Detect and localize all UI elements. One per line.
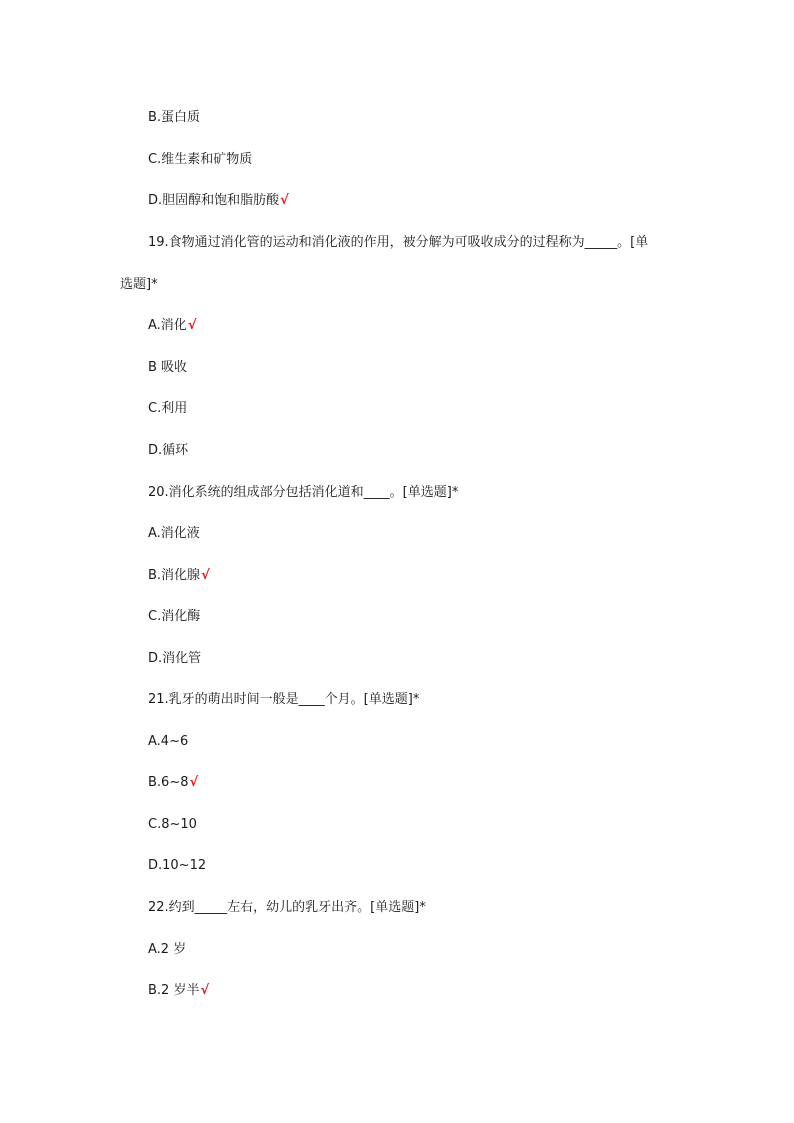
option-text: B.消化腺 <box>148 568 201 583</box>
option-text: A.4~6 <box>148 734 189 749</box>
option-text: B.蛋白质 <box>148 110 201 125</box>
q20-option-c <box>148 608 200 626</box>
q21-option-a <box>148 733 188 751</box>
correct-check-icon: √ <box>201 568 210 583</box>
question-21 <box>148 691 419 709</box>
q19-option-d <box>148 442 188 460</box>
option-text: B.6~8 <box>148 775 189 790</box>
option-text: C.利用 <box>148 401 188 416</box>
option-text: C.8~10 <box>148 817 197 832</box>
q22-option-b <box>148 982 209 1000</box>
question-text: 19.食物通过消化管的运动和消化液的作用，被分解为可吸收成分的过程称为_____。[单 <box>148 235 649 250</box>
option-text: A.消化液 <box>148 526 200 541</box>
option-d-cholesterol <box>148 192 289 210</box>
q21-option-d <box>148 857 206 875</box>
correct-check-icon: √ <box>187 318 197 333</box>
q20-option-b <box>148 567 210 585</box>
q19-option-b <box>148 359 187 377</box>
q19-option-a <box>148 317 196 335</box>
question-22 <box>148 899 426 917</box>
option-text: B.2 岁半 <box>148 983 200 998</box>
q21-option-b <box>148 774 198 792</box>
q20-option-a <box>148 525 200 543</box>
correct-check-icon: √ <box>280 193 289 208</box>
question-text: 22.约到_____左右，幼儿的乳牙出齐。[单选题]* <box>148 900 426 915</box>
option-text: C.消化酶 <box>148 609 201 624</box>
q22-option-a <box>148 941 186 959</box>
option-c-vitamins-minerals <box>148 151 252 169</box>
correct-check-icon: √ <box>189 775 199 790</box>
q19-option-c <box>148 400 187 418</box>
question-20 <box>148 484 458 502</box>
option-text: A.2 岁 <box>148 942 187 957</box>
option-text: D.循环 <box>148 443 189 458</box>
q21-option-c <box>148 816 197 834</box>
option-text: B 吸收 <box>148 360 188 375</box>
option-text: D.消化管 <box>148 651 202 666</box>
option-text: D.胆固醇和饱和脂肪酸 <box>148 193 280 208</box>
option-b-protein <box>148 109 200 127</box>
correct-check-icon: √ <box>200 983 210 998</box>
question-text-continued: 选题]* <box>120 277 158 292</box>
option-text: A.消化 <box>148 318 187 333</box>
question-19 <box>148 234 648 252</box>
q20-option-d <box>148 650 201 668</box>
option-text: D.10~12 <box>148 858 207 873</box>
question-text: 20.消化系统的组成部分包括消化道和____。[单选题]* <box>148 485 459 500</box>
question-19-continued <box>120 276 158 294</box>
option-text: C.维生素和矿物质 <box>148 152 253 167</box>
question-text: 21.乳牙的萌出时间一般是____个月。[单选题]* <box>148 692 420 707</box>
